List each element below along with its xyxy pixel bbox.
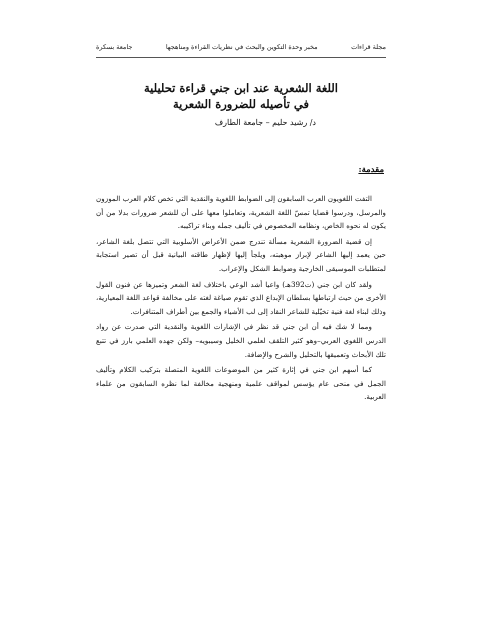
section-heading: مقدمة: xyxy=(358,165,384,175)
article-title xyxy=(96,80,386,112)
header-university: جامعة بسكرة xyxy=(96,43,133,51)
running-header xyxy=(96,40,386,58)
paragraph-2: إن قضية الضرورة الشعرية مسألة تندرج ضمن الأعراض الأسلوبية التي تتصل بلغة الشاعر، حين يعمد إليها الشاعر لإبراز موهبته، ويلجأ إليها لإظهار طاقته البيانية قبل أن تصير استجابة لمتطلبات الموسيقى الخارجية وضوابط الشكل والإعراب. xyxy=(96,236,386,273)
paragraph-4: ومما لا شك فيه أن ابن جني قد نظر في الإشارات اللغوية والنقدية التي صدرت عن رواد الدرس اللغوي العربي–وهو كثير التلقف لعلمي الخليل وسيبويه– ولكن جهده العلمي بارز في تتبع تلك الأبحاث وتعميقها بالتحليل والشرح والإضافة. xyxy=(96,322,386,359)
paragraph-1: التفت اللغويون العرب السابقون إلى الضوابط اللغوية والنقدية التي تخص كلام العرب الموزون والمرسل، ودرسوا قضايا تمسّ اللغة الشعرية، وتعاملوا معها على أن للشعر ضرورات بدلا من أن يكون له نحوه الخاص، ونظامه المخصوص في تأليف جمله وبناء تراكيبه. xyxy=(96,194,386,231)
paragraph-5: كما أسهم ابن جني في إثارة كثير من الموضوعات اللغوية المتصلة بتركيب الكلام وتأليف الجمل في منحى عام يؤسس لمواقف علمية ومنهجية مخالفة لما نظره السابقون من علماء العربية. xyxy=(96,365,386,402)
body-text xyxy=(96,192,386,406)
header-journal-name: مجلة قراءات xyxy=(351,43,386,51)
author-line: د/ رشيد حليم – جامعة الطارف xyxy=(214,118,316,127)
title-line-2: في تأصيله للضرورة الشعرية xyxy=(173,97,309,111)
header-research-center: مخبر وحدة التكوين والبحث في نظريات القراءة ومناهجها xyxy=(165,43,318,51)
paragraph-3: ولقد كان ابن جني (ت392هـ) واعيا أشد الوعي باختلاف لغة الشعر وتميزها عن فنون القول الأخرى من حيث ارتباطها بسلطان الإبداع الذي تقوم صياغة لغته على مخالفة قواعد اللغة المعيارية، وذلك لبناء لغة فنية تخيّلية للشاعر النقاد إلى لب الأشياء والجمع بين أطراف المتنافرات. xyxy=(96,279,386,316)
title-line-1: اللغة الشعرية عند ابن جني قراءة تحليلية xyxy=(144,81,338,95)
